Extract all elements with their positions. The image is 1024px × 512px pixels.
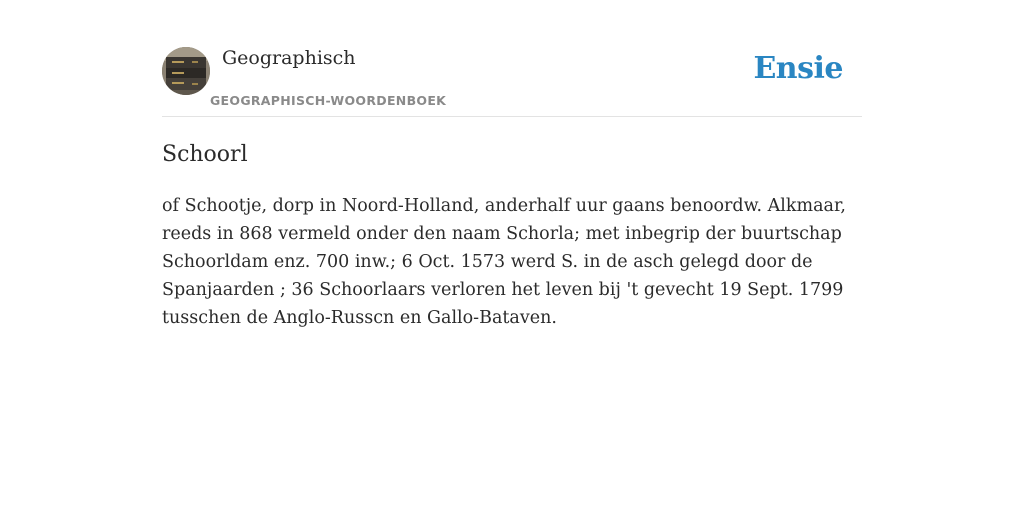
dictionary-avatar[interactable] — [162, 47, 210, 95]
entry-title: Schoorl — [162, 142, 248, 167]
entry-body: of Schootje, dorp in Noord-Holland, anderhalf uur gaans benoordw. Alkmaar, reeds in 868 vermeld onder den naam Schorla; met inbegrip der buurtschap Schoorldam enz. 700 inw.; 6 Oct. 1573 werd S. in de asch gelegd door de Spanjaarden ; 36 Schoorlaars verloren het leven bij 't gevecht 19 Sept. 1799 tusschen de Anglo-Russcn en Gallo-Bataven. — [162, 196, 846, 328]
dictionary-slug[interactable]: GEOGRAPHISCH-WOORDENBOEK — [210, 93, 447, 108]
brand-logo[interactable]: Ensie — [753, 51, 843, 86]
dictionary-name[interactable]: Geographisch — [222, 47, 356, 69]
dictionary-header — [162, 46, 862, 117]
books-image-icon — [162, 47, 210, 95]
